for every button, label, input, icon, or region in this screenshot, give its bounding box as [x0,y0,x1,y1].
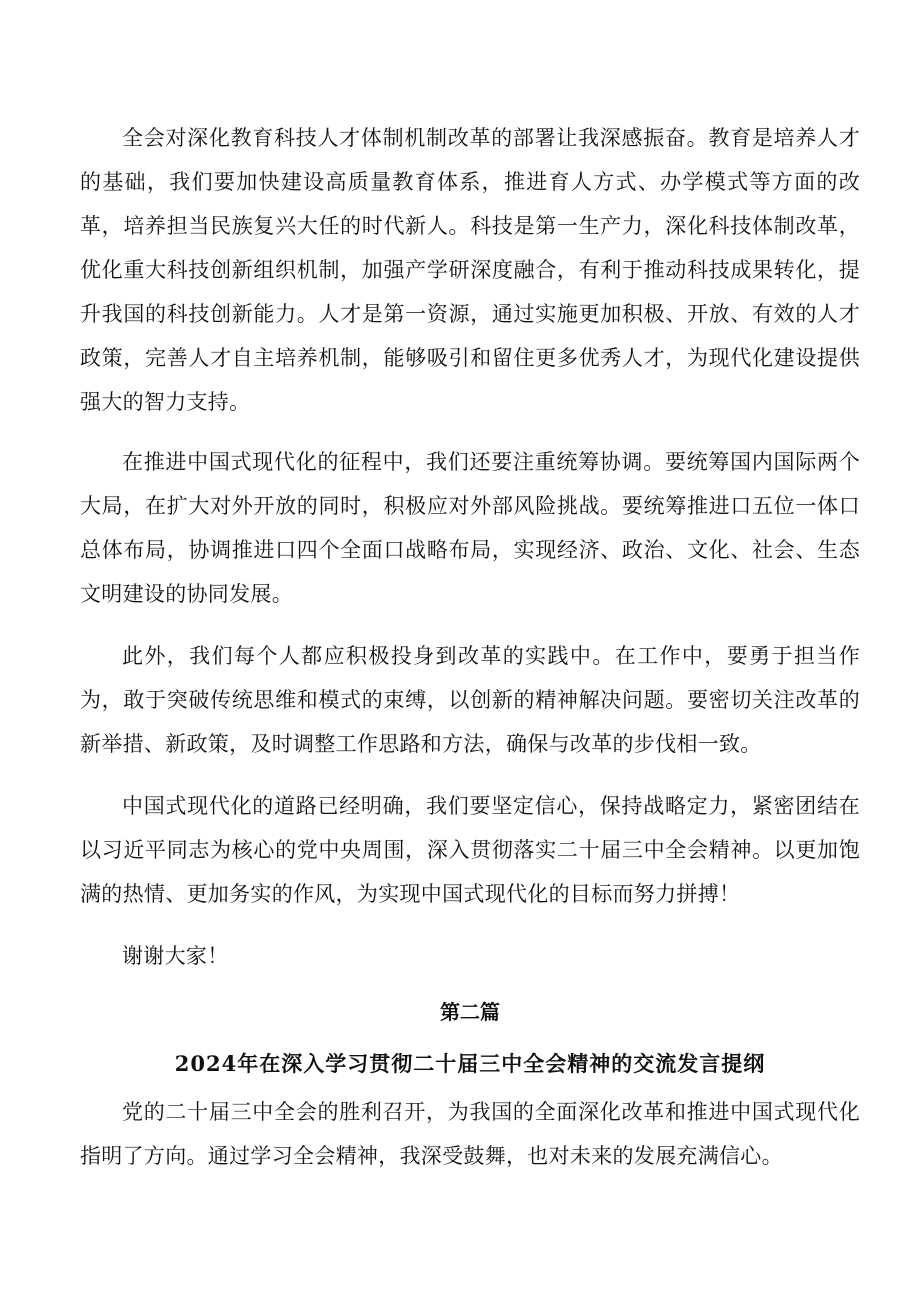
paragraph-education-tech-talent: 全会对深化教育科技人才体制机制改革的部署让我深感振奋。教育是培养人才的基础，我们要加快建设高质量教育体系，推进育人方式、办学模式等方面的改革，培养担当民族复兴大任的时代新人。科技是第一生产力，深化科技体制改革，优化重大科技创新组织机制，加强产学研深度融合，有利于推动科技成果转化，提升我国的科技创新能力。人才是第一资源，通过实施更加积极、开放、有效的人才政策，完善人才自主培养机制，能够吸引和留住更多优秀人才，为现代化建设提供强大的智力支持。 [80,126,860,414]
paragraph-section-intro: 党的二十届三中全会的胜利召开，为我国的全面深化改革和推进中国式现代化指明了方向。通过学习全会精神，我深受鼓舞，也对未来的发展充满信心。 [80,1100,860,1168]
section-title: 2024年在深入学习贯彻二十届三中全会精神的交流发言提纲 [174,1051,766,1076]
paragraph-practice: 此外，我们每个人都应积极投身到改革的实践中。在工作中，要勇于担当作为，敢于突破传统思维和模式的束缚，以创新的精神解决问题。要密切关注改革的新举措、新政策，及时调整工作思路和方法，确保与改革的步伐相一致。 [80,644,860,756]
document-page [80,116,860,1178]
paragraph-coordination: 在推进中国式现代化的征程中，我们还要注重统筹协调。要统筹国内国际两个大局，在扩大对外开放的同时，积极应对外部风险挑战。要统筹推进口五位一体口总体布局，协调推进口四个全面口战略布局，实现经济、政治、文化、社会、生态文明建设的协同发展。 [80,450,860,606]
paragraph-conclusion: 中国式现代化的道路已经明确，我们要坚定信心，保持战略定力，紧密团结在以习近平同志为核心的党中央周围，深入贯彻落实二十届三中全会精神。以更加饱满的热情、更加务实的作风，为实现中国式现代化的目标而努力拼搏！ [80,794,860,906]
section-label: 第二篇 [440,1000,500,1024]
closing-thanks: 谢谢大家！ [122,944,229,968]
